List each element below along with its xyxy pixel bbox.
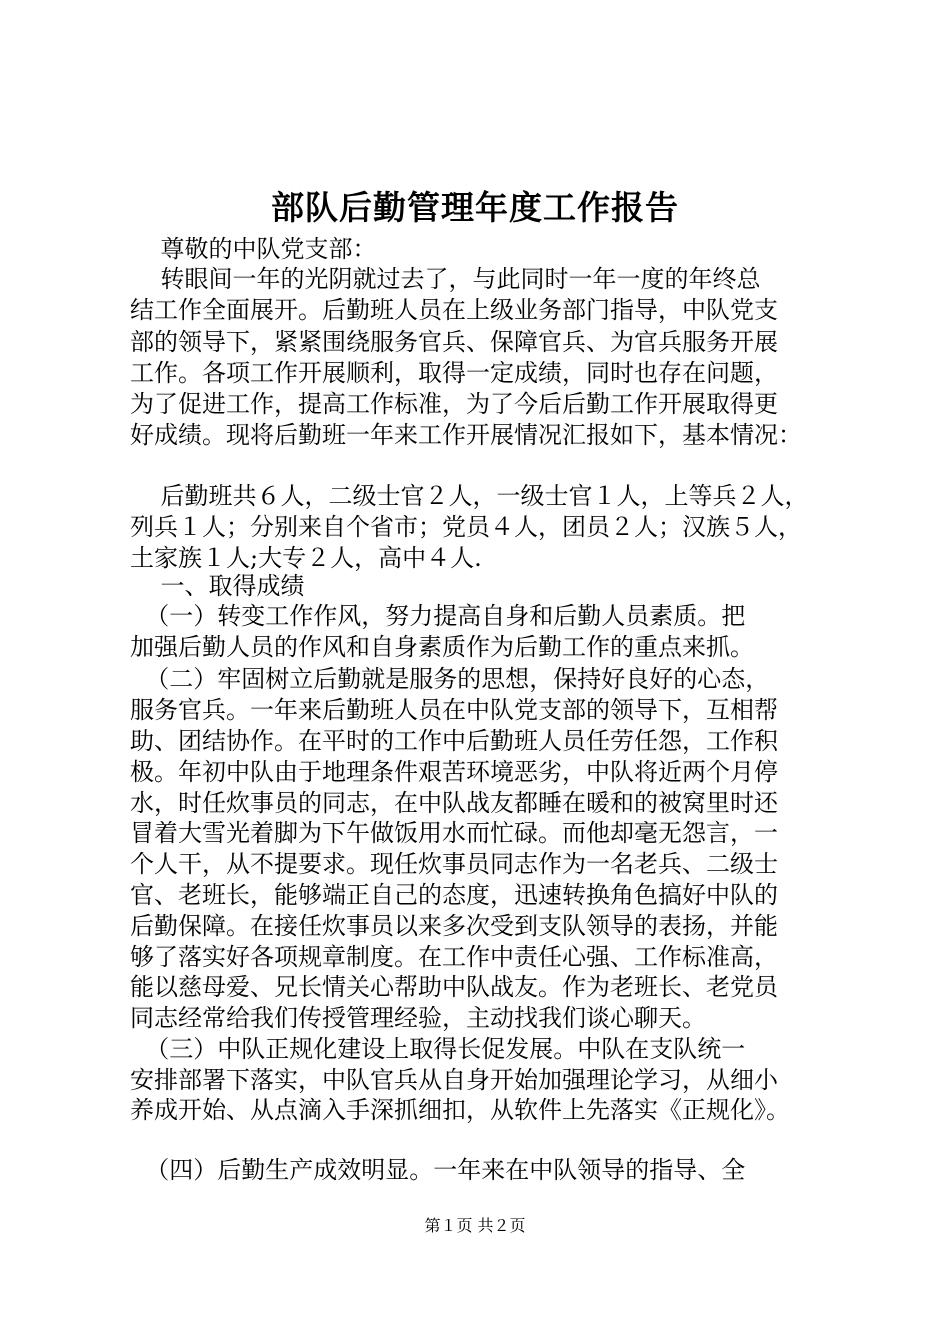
text-line: 后勤保障。在接任炊事员以来多次受到支队领导的表扬，并能 xyxy=(130,912,778,940)
text-line: 同志经常给我们传授管理经验，主动找我们谈心聊天。 xyxy=(130,1004,706,1032)
text-line: 后勤班共６人，二级士官２人，一级士官１人，上等兵２人， xyxy=(130,482,809,510)
text-line: 够了落实好各项规章制度。在工作中责任心强、工作标准高， xyxy=(130,943,778,971)
text-line: 冒着大雪光着脚为下午做饭用水而忙碌。而他却毫无怨言，一 xyxy=(130,819,778,847)
page-number-footer: 第１页 共２页 xyxy=(424,1216,526,1235)
text-line: 水，时任炊事员的同志，在中队战友都睡在暖和的被窝里时还 xyxy=(130,789,778,817)
text-line: 为了促进工作，提高工作标准，为了今后后勤工作开展取得更 xyxy=(130,390,778,418)
text-line: 部的领导下，紧紧围绕服务官兵、保障官兵、为官兵服务开展 xyxy=(130,328,778,356)
text-line: （四）后勤生产成效明显。一年来在中队领导的指导、全 xyxy=(130,1156,746,1184)
text-line: 加强后勤人员的作风和自身素质作为后勤工作的重点来抓。 xyxy=(130,633,754,661)
text-line: 安排部署下落实，中队官兵从自身开始加强理论学习，从细小 xyxy=(130,1066,778,1094)
text-line: 个人干，从不提要求。现任炊事员同志作为一名老兵、二级士 xyxy=(130,850,778,878)
text-line: （三）中队正规化建设上取得长促发展。中队在支队统一 xyxy=(130,1035,746,1063)
text-line: 助、团结协作。在平时的工作中后勤班人员任劳任怨，工作积 xyxy=(130,727,778,755)
document-title: 部队后勤管理年度工作报告 xyxy=(271,188,679,227)
text-line: 养成开始、从点滴入手深抓细扣，从软件上先落实《正规化》。 xyxy=(130,1096,790,1124)
text-line: 尊敬的中队党支部： xyxy=(130,235,377,263)
text-line: 转眼间一年的光阴就过去了，与此同时一年一度的年终总 xyxy=(130,265,761,293)
text-line: 极。年初中队由于地理条件艰苦环境恶劣，中队将近两个月停 xyxy=(130,758,778,786)
section-heading: 一、取得成绩 xyxy=(130,572,305,600)
text-line: 工作。各项工作开展顺利，取得一定成绩，同时也存在问题， xyxy=(130,359,778,387)
text-line: （一）转变工作作风，努力提高自身和后勤人员素质。把 xyxy=(130,602,746,630)
text-line: 服务官兵。一年来后勤班人员在中队党支部的领导下，互相帮 xyxy=(130,696,778,724)
text-line: 结工作全面展开。后勤班人员在上级业务部门指导，中队党支 xyxy=(130,296,778,324)
text-line: 好成绩。现将后勤班一年来工作开展情况汇报如下，基本情况： xyxy=(130,421,802,449)
text-line: 官、老班长，能够端正自己的态度，迅速转换角色搞好中队的 xyxy=(130,881,778,909)
text-line: 能以慈母爱、兄长情关心帮助中队战友。作为老班长、老党员 xyxy=(130,973,778,1001)
text-line: 列兵１人；分别来自个省市；党员４人，团员２人；汉族５人， xyxy=(130,513,802,541)
text-line: （二）牢固树立后勤就是服务的思想，保持好良好的心态， xyxy=(130,665,770,693)
text-line: 土家族１人;大专２人，高中４人. xyxy=(130,544,482,572)
